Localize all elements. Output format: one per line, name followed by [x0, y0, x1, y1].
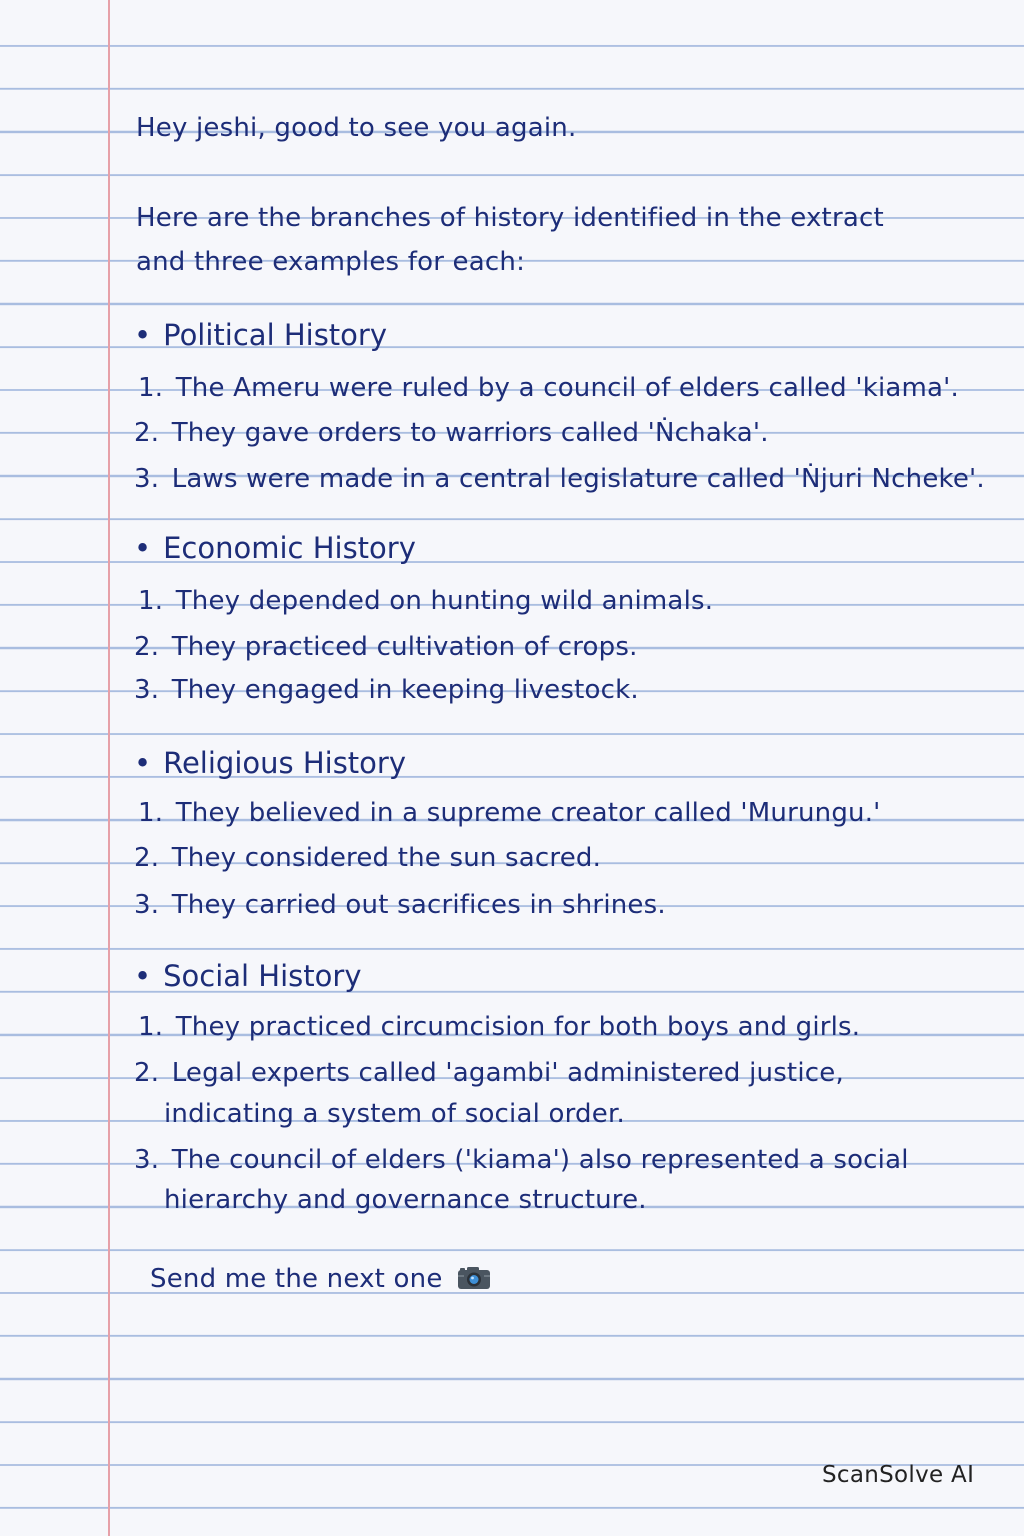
- greeting: Hey jeshi, good to see you again.: [136, 113, 577, 143]
- list-item: 2. They practiced cultivation of crops.: [134, 632, 638, 662]
- list-item: 3. They carried out sacrifices in shrines.: [134, 890, 666, 920]
- bullet-icon: •: [134, 531, 152, 565]
- camera-icon: [457, 1266, 491, 1290]
- list-item: 2. They considered the sun sacred.: [134, 843, 602, 873]
- list-item: 3. Laws were made in a central legislature called 'Ṅjuri Ncheke'.: [134, 464, 985, 494]
- list-item: 1. They believed in a supreme creator called 'Murungu.': [138, 798, 881, 828]
- list-item-continuation: indicating a system of social order.: [164, 1099, 625, 1129]
- intro-line-2: and three examples for each:: [136, 247, 526, 277]
- list-item: 2. Legal experts called 'agambi' administered justice,: [134, 1058, 844, 1088]
- list-item-continuation: hierarchy and governance structure.: [164, 1185, 647, 1215]
- list-item: 3. They engaged in keeping livestock.: [134, 675, 639, 705]
- list-item: 2. They gave orders to warriors called 'Ṅchaka'.: [134, 418, 769, 448]
- notebook-margin-line: [108, 0, 110, 1536]
- bullet-icon: •: [134, 959, 152, 993]
- section-heading-economic: • Economic History: [134, 531, 416, 565]
- list-item: 1. They depended on hunting wild animals.: [138, 586, 714, 616]
- section-heading-religious: • Religious History: [134, 746, 406, 780]
- bullet-icon: •: [134, 746, 152, 780]
- list-item: 1. The Ameru were ruled by a council of elders called 'kiama'.: [138, 373, 959, 403]
- list-item: 3. The council of elders ('kiama') also represented a social: [134, 1145, 909, 1175]
- section-heading-political: • Political History: [134, 318, 388, 352]
- list-item: 1. They practiced circumcision for both boys and girls.: [138, 1012, 861, 1042]
- brand-watermark: ScanSolve AI: [822, 1462, 975, 1488]
- section-heading-social: • Social History: [134, 959, 362, 993]
- intro-line-1: Here are the branches of history identified in the extract: [136, 203, 884, 233]
- closing-message: Send me the next one: [150, 1264, 491, 1294]
- bullet-icon: •: [134, 318, 152, 352]
